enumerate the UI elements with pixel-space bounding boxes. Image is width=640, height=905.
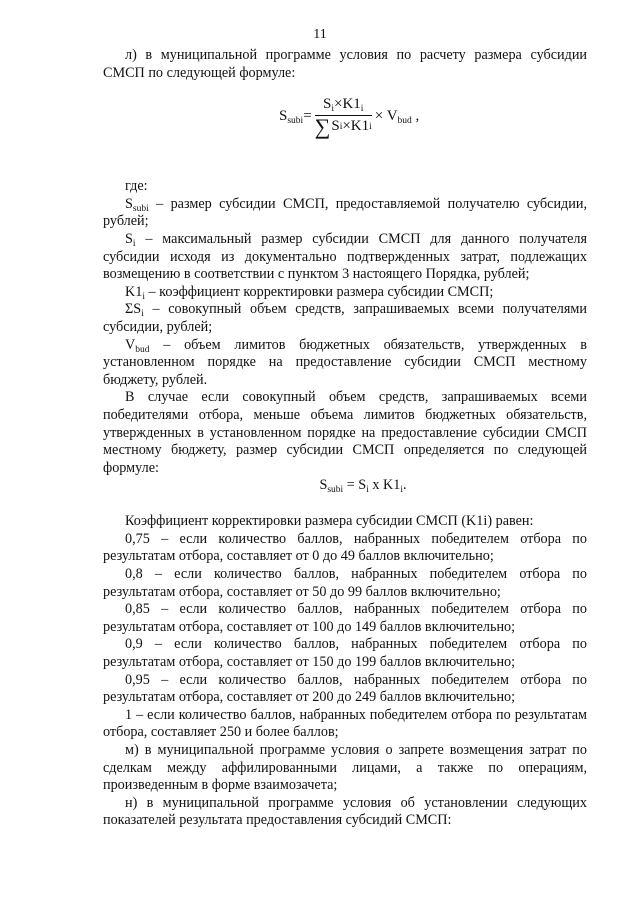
formula-fraction <box>315 96 372 137</box>
sigma-symbol: ∑ <box>314 113 331 139</box>
where-label: где: <box>125 178 148 195</box>
definition-sum-si: $\Sigma S_i$ – совокупный объем средств, запрашиваемых всеми получателями субсидии, рублей; <box>103 301 587 335</box>
definition-vbud: $V_{bud}$ – объем лимитов бюджетных обязательств, утвержденных в установленном порядке на предоставление субсидии СМСП местному бюджету, рублей. <box>103 336 587 388</box>
formula-equals: = <box>303 107 312 124</box>
coefficient-item-075: 0,75 – если количество баллов, набранных победителем отбора по результатам отбора, составляет от 0 до 49 баллов включительно; <box>103 530 587 565</box>
coefficient-item-08: 0,8 – если количество баллов, набранных победителем отбора по результатам отбора, составляет от 50 до 99 баллов включительно; <box>103 566 587 600</box>
formula-subsidy <box>279 96 419 137</box>
coefficient-item-095: 0,95 – если количество баллов, набранных победителем отбора по результатам отбора, составляет от 200 до 249 баллов включительно; <box>103 671 587 706</box>
paragraph-case: В случае если совокупный объем средств, запрашиваемых всеми победителями отбора, меньше объема лимитов бюджетных обязательств, утвержденных в установленном порядке на предоставление субсидии СМСП местному бюджету, размер субсидии СМСП определяется по следующей формуле: <box>103 389 587 476</box>
coefficient-item-085: 0,85 – если количество баллов, набранных победителем отбора по результатам отбора, составляет от 100 до 149 баллов включительно; <box>103 601 587 635</box>
formula-subsidy-block <box>103 82 587 178</box>
coefficient-intro: Коэффициент корректировки размера субсидии СМСП (K1i) равен: <box>125 513 534 530</box>
paragraph-m: м) в муниципальной программе условия о запрете возмещения затрат по сделкам между аффилированными лицами, а также по операциям, произведенным в форме взаимозачета; <box>103 742 587 794</box>
paragraph-n: н) в муниципальной программе условия об установлении следующих показателей результата предоставления субсидий СМСП: <box>103 794 587 829</box>
formula-vbud: × $V_{bud}$ , <box>374 107 420 126</box>
formula-lhs: $S_{subi}$ <box>279 107 304 126</box>
definition-ssubi: $S_{subi}$ – размер субсидии СМСП, предоставляемой получателю субсидии, рублей; <box>103 195 587 230</box>
formula-subsidy-simple: $S_{subi} = S_i$ x $K1_i$. <box>319 477 407 496</box>
coefficient-item-09: 0,9 – если количество баллов, набранных победителем отбора по результатам отбора, составляет от 150 до 199 баллов включительно; <box>103 636 587 671</box>
paragraph-l: л) в муниципальной программе условия по расчету размера субсидии СМСП по следующей формуле: <box>103 47 587 81</box>
definition-k1: $K1_i$ – коэффициент корректировки размера субсидии СМСП; <box>125 283 494 302</box>
fraction-denominator: ∑ S i ×K1 i <box>314 113 372 139</box>
page-number: 11 <box>313 27 327 42</box>
document-body <box>103 47 587 830</box>
definition-si: $S_i$ – максимальный размер субсидии СМСП для данного получателя субсидии исходя из документально подтвержденных затрат, подлежащих возмещению в соответствии с пунктом 3 настоящего Порядка, рублей; <box>103 230 587 283</box>
fraction-numerator: $S_i\times K1_i$ <box>323 96 364 115</box>
coefficient-item-1: 1 – если количество баллов, набранных победителем отбора по результатам отбора, составляет 250 и более баллов; <box>103 706 587 741</box>
